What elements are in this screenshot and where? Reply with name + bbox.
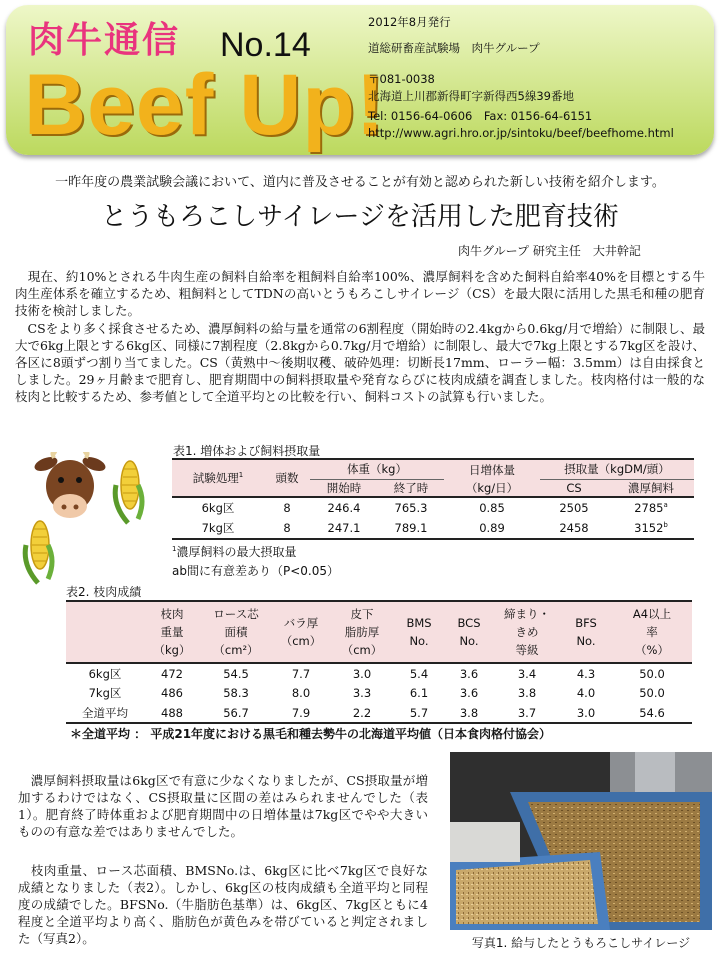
table-row <box>172 497 694 518</box>
table2-header-bms: BMS No. <box>406 616 432 648</box>
table1-cell: 247.1 <box>327 521 361 535</box>
table1-cell: 7kg区 <box>201 521 235 535</box>
table2 <box>66 600 692 724</box>
table1-cell: 8 <box>283 501 291 515</box>
corn-icon <box>20 515 56 585</box>
table2-cell: 58.3 <box>223 686 249 700</box>
table-row <box>66 703 692 723</box>
table2-cell: 56.7 <box>223 705 249 720</box>
table-row <box>66 663 692 683</box>
paragraph-3: 濃厚飼料摂取量は6kg区で有意に少なくなりましたが、CS摂取量が増加するわけではなく、CS摂取量に区間の差はみられませんでした（表1）。肥育終了時体重および肥育期間中の日増体量は7kg区でやや大きいものの有意な差ではありませんでした。 <box>18 773 428 839</box>
table1-header-heads: 頭数 <box>264 459 310 497</box>
table2-cell: 4.3 <box>576 666 596 681</box>
table2-cell: 8.0 <box>291 686 311 700</box>
table1-cell: 0.89 <box>479 521 505 535</box>
masthead-title-jp: 肉牛通信 <box>28 20 181 61</box>
publish-date: 2012年8月発行 <box>368 15 451 29</box>
table2-cell: 4.0 <box>576 686 596 700</box>
table1-header-gain: 日増体量 <box>469 462 515 477</box>
table-row <box>66 683 692 703</box>
table2-cell: 472 <box>161 666 183 681</box>
table2-caption: 表2. 枝肉成績 <box>66 585 142 599</box>
table1-cell: 789.1 <box>394 521 428 535</box>
table2-cell: 3.0 <box>352 666 372 681</box>
table1-cell: 2785$^a$ <box>634 501 668 515</box>
table1-cell: 765.3 <box>394 501 428 515</box>
intro-text: 一昨年度の農業試験会議において、道内に普及させることが有効と認められた新しい技術を紹介します。 <box>55 175 665 190</box>
table1-cell: 8 <box>283 521 291 535</box>
table2-header-carcass-weight: 枝肉 重量 （kg） <box>153 607 191 657</box>
table1-header-concentrate: 濃厚飼料 <box>628 480 674 495</box>
table2-cell: 486 <box>161 686 183 700</box>
table1 <box>172 458 694 540</box>
table2-header-a4-rate: A4以上 率 （%） <box>632 607 672 657</box>
table2-cell: 7.9 <box>291 705 311 720</box>
organization: 道総研畜産試験場 肉牛グループ <box>368 41 540 55</box>
table2-cell: 50.0 <box>639 666 665 681</box>
table1-cell: 3152$^b$ <box>634 521 668 535</box>
table1-header-end: 終了時 <box>393 480 429 495</box>
table1-header-treatment: 試験処理$^1$ <box>172 459 264 497</box>
table1-header-intake: 摂取量（kgDM/頭） <box>540 459 694 479</box>
paragraph-1: 現在、約10%とされる牛肉生産の飼料自給率を粗飼料自給率100%、濃厚飼料を含めた飼料自給率40%を目標とする牛肉生産体系を確立するため、粗飼料としてTDNの高いとうもろこしサイレージ（CS）を最大限に活用した黒毛和種の肥育技術を検討しました。 <box>15 269 705 318</box>
table2-cell: 3.6 <box>459 666 479 681</box>
table2-cell: 2.2 <box>352 705 372 720</box>
address: 北海道上川郡新得町字新得西5線39番地 <box>368 89 574 103</box>
table2-header-rib-thickness: バラ厚 （cm） <box>280 616 322 648</box>
table2-header-subcutaneous-fat: 皮下 脂肪厚 （cm） <box>341 607 383 657</box>
paragraph-4: 枝肉重量、ロース芯面積、BMSNo.は、6kg区に比べ7kg区で良好な成績となりました（表2）。しかし、6kg区の枝肉成績も全道平均と同程度の成績でした。BFSNo.（牛脂肪色基準）は、6kg区、7kg区ともに4程度と全道平均より高く、脂肪色が黄色みを帯びていると判定されました（写真2）。 <box>18 863 428 946</box>
table2-cell: 50.0 <box>639 686 665 700</box>
table2-cell: 54.6 <box>639 705 665 720</box>
website-url[interactable]: http://www.agri.hro.or.jp/sintoku/beef/beefhome.html <box>368 126 674 140</box>
article-author: 肉牛グループ 研究主任 大井幹記 <box>458 244 641 258</box>
table2-cell: 3.3 <box>352 686 372 700</box>
table1-header-start: 開始時 <box>326 480 362 495</box>
table1-cell: 246.4 <box>327 501 361 515</box>
table2-cell: 3.7 <box>517 705 537 720</box>
tel-fax: Tel: 0156-64-0606 Fax: 0156-64-6151 <box>368 109 593 123</box>
table2-cell: 5.4 <box>409 666 429 681</box>
table1-cell: 2505 <box>559 501 589 515</box>
table2-header-bcs: BCS No. <box>457 616 481 648</box>
table2-cell: 488 <box>161 705 183 720</box>
photo-caption: 写真1. 給与したとうもろこしサイレージ <box>471 936 691 950</box>
table-row <box>172 518 694 539</box>
table2-header-bfs: BFS No. <box>575 616 597 648</box>
table2-cell: 3.4 <box>517 666 537 681</box>
table1-cell: 6kg区 <box>201 501 235 515</box>
table2-cell: 3.8 <box>517 686 537 700</box>
table2-cell: 54.5 <box>223 666 249 681</box>
table2-footnote: ＊全道平均 ： 平成21年度における黒毛和種去勢牛の北海道平均値（日本食肉格付協会） <box>70 727 552 741</box>
postal-code: 〒081-0038 <box>368 72 435 86</box>
article-title: とうもろこしサイレージを活用した肥育技術 <box>101 202 619 232</box>
table2-cell: 5.7 <box>409 705 429 720</box>
table2-row-label: 6kg区 <box>88 666 122 681</box>
table1-header-weight: 体重（kg） <box>310 459 444 479</box>
table1-note-1: $^1$濃厚飼料の最大摂取量 <box>172 545 297 559</box>
table2-header-firmness-texture: 締まり・ きめ 等級 <box>504 607 550 657</box>
table1-caption: 表1. 増体および飼料摂取量 <box>173 444 321 458</box>
table1-note-2: ab間に有意差あり（P<0.05） <box>172 564 339 578</box>
cow-icon <box>30 452 110 524</box>
table2-cell: 7.7 <box>291 666 311 681</box>
table1-header-cs: CS <box>566 480 582 495</box>
issue-number: No.14 <box>220 26 311 64</box>
table2-header-ribeye-area: ロース芯 面積 （cm²） <box>213 607 259 657</box>
table2-cell: 3.6 <box>459 686 479 700</box>
table1-cell: 2458 <box>559 521 589 535</box>
table1-cell: 0.85 <box>479 501 505 515</box>
table1-header-gain-unit: （kg/日） <box>465 480 519 495</box>
table2-row-label: 7kg区 <box>88 686 122 700</box>
table2-cell: 3.8 <box>459 705 479 720</box>
table2-cell: 6.1 <box>409 686 429 700</box>
table2-cell: 3.0 <box>576 705 596 720</box>
table2-row-label: 全道平均 <box>82 705 128 720</box>
silage-photo <box>450 752 712 930</box>
corn-icon <box>110 455 146 525</box>
paragraph-2: CSをより多く採食させるため、濃厚飼料の給与量を通常の6割程度（開始時の2.4kgから0.6kg/月で増給）に制限し、最大で6kg上限とする6kg区、同様に7割程度（2.8kgから0.7kg/月で増給）に制限し、最大で7kg上限とする7kg区を設け、各区に8頭ずつ割り当てました。CS（黄熟中～後期収穫、破砕処理：切断長17mm、ローラー幅：3.5mm）は自由採食としました。29ヶ月齢まで肥育し、肥育期間中の飼料摂取量や発育ならびに枝肉成績を調査しました。枝肉格付は一般的な枝肉と比較するため、参考値として全道平均との比較を行い、飼料コストの試算も行いました。 <box>15 321 705 404</box>
masthead-title-en: Beef Up! <box>24 57 386 153</box>
